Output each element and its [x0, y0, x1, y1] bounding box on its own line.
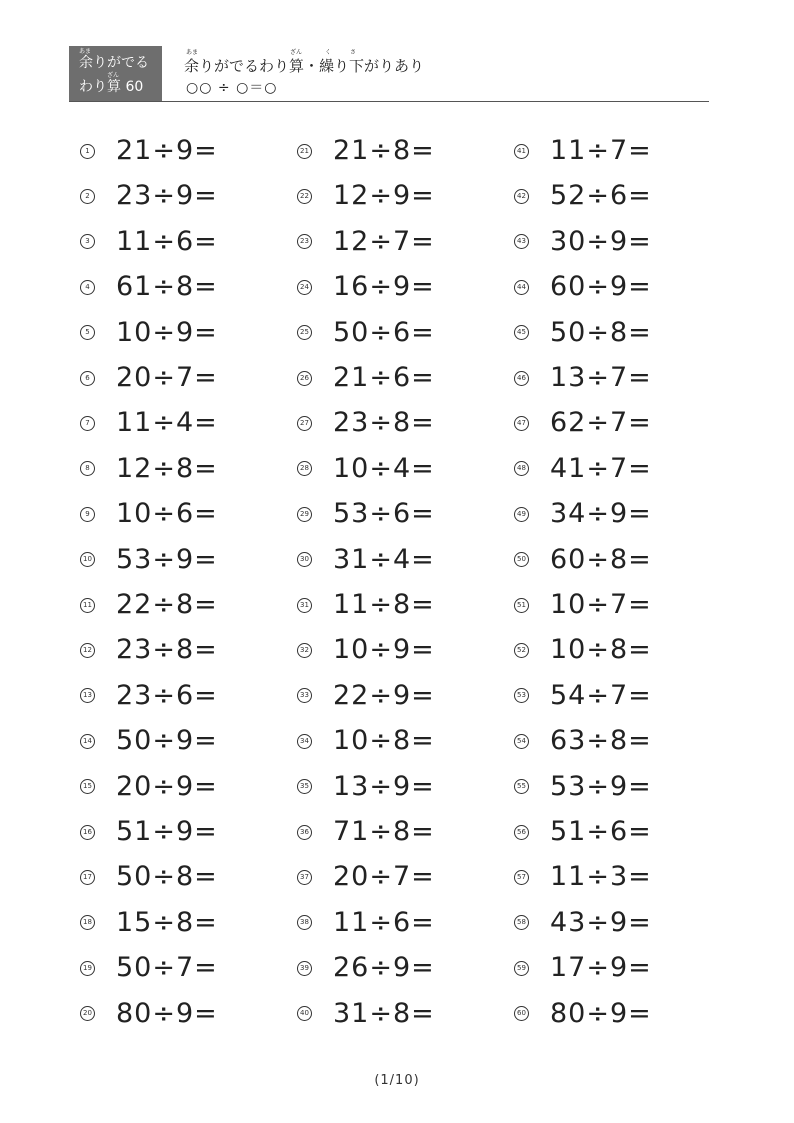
title-ruby-ama: あま — [186, 49, 199, 56]
problem-item — [514, 906, 652, 940]
problem-item — [80, 316, 218, 350]
problem-number: 34 — [297, 734, 312, 749]
problem-expression: 22÷8= — [116, 589, 218, 620]
problem-item — [297, 860, 435, 894]
problem-expression: 10÷8= — [333, 725, 435, 757]
problem-expression: 31÷4= — [333, 543, 435, 575]
problem-number: 36 — [297, 825, 312, 840]
problem-item — [514, 316, 652, 350]
problem-item — [80, 906, 218, 940]
problem-number: 46 — [514, 371, 529, 386]
problem-number: 41 — [514, 144, 529, 159]
problem-number: 38 — [297, 915, 312, 930]
problem-expression: 21÷9= — [116, 135, 218, 166]
problem-number: 25 — [297, 325, 312, 340]
problem-expression: 21÷6= — [333, 362, 435, 393]
problem-item — [80, 406, 218, 440]
problem-expression: 11÷4= — [116, 407, 218, 439]
problem-expression: 63÷8= — [550, 725, 652, 757]
problem-expression: 60÷8= — [550, 543, 652, 575]
problem-number: 53 — [514, 688, 529, 703]
problem-item — [80, 633, 218, 667]
problem-number: 27 — [297, 416, 312, 431]
problem-expression: 12÷7= — [333, 225, 435, 257]
problem-number: 19 — [80, 961, 95, 976]
problem-item — [297, 815, 435, 849]
label-ruby-zan: ざん — [107, 72, 120, 79]
problem-item — [80, 179, 218, 213]
page-title: 余りがでるわり算・繰り下がりあり — [184, 57, 425, 75]
problem-expression: 11÷7= — [550, 135, 652, 166]
problem-number: 42 — [514, 189, 529, 204]
problem-expression: 11÷3= — [550, 861, 652, 893]
problem-number: 35 — [297, 779, 312, 794]
problem-expression: 50÷6= — [333, 316, 435, 348]
problem-item — [297, 633, 435, 667]
problem-number: 52 — [514, 643, 529, 658]
problem-number: 2 — [80, 189, 95, 204]
problem-number: 45 — [514, 325, 529, 340]
problem-item — [80, 770, 218, 804]
problem-number: 33 — [297, 688, 312, 703]
problem-item — [80, 452, 218, 486]
problem-expression: 30÷9= — [550, 225, 652, 257]
problem-item — [297, 316, 435, 350]
problem-number: 26 — [297, 371, 312, 386]
problem-expression: 51÷9= — [116, 816, 218, 847]
problem-number: 9 — [80, 507, 95, 522]
problem-expression: 80÷9= — [116, 997, 218, 1029]
problem-item — [297, 588, 435, 622]
problem-item — [514, 497, 652, 531]
problem-expression: 12÷9= — [333, 180, 435, 212]
problem-item — [514, 724, 652, 758]
title-ruby-ku: く — [325, 49, 332, 56]
problem-item — [80, 951, 218, 985]
problem-item — [297, 497, 435, 531]
problem-item — [297, 770, 435, 804]
problem-item — [514, 951, 652, 985]
problem-item — [514, 997, 652, 1031]
problem-number: 20 — [80, 1006, 95, 1021]
problem-number: 30 — [297, 552, 312, 567]
problem-item — [80, 134, 218, 168]
problem-expression: 11÷6= — [333, 906, 435, 938]
problem-expression: 34÷9= — [550, 498, 652, 530]
problem-item — [514, 134, 652, 168]
problem-expression: 23÷6= — [116, 679, 218, 711]
problem-expression: 60÷9= — [550, 271, 652, 303]
problem-expression: 13÷7= — [550, 362, 652, 393]
problem-number: 23 — [297, 234, 312, 249]
problem-item — [297, 179, 435, 213]
problem-number: 22 — [297, 189, 312, 204]
problem-expression: 50÷8= — [550, 316, 652, 348]
problem-expression: 20÷9= — [116, 770, 218, 802]
problem-number: 7 — [80, 416, 95, 431]
problem-item — [80, 543, 218, 577]
problem-number: 58 — [514, 915, 529, 930]
problem-expression: 61÷8= — [116, 271, 218, 303]
problem-expression: 80÷9= — [550, 997, 652, 1029]
problem-item — [297, 951, 435, 985]
problem-number: 8 — [80, 461, 95, 476]
problem-number: 21 — [297, 144, 312, 159]
problem-expression: 41÷7= — [550, 452, 652, 484]
problem-number: 16 — [80, 825, 95, 840]
problem-number: 51 — [514, 598, 529, 613]
problem-item — [80, 724, 218, 758]
problem-number: 4 — [80, 280, 95, 295]
problem-number: 3 — [80, 234, 95, 249]
problem-expression: 51÷6= — [550, 816, 652, 847]
problem-item — [297, 270, 435, 304]
problem-number: 48 — [514, 461, 529, 476]
problem-expression: 22÷9= — [333, 679, 435, 711]
problem-item — [80, 225, 218, 259]
problem-expression: 10÷9= — [333, 634, 435, 666]
problem-number: 6 — [80, 371, 95, 386]
problem-item — [514, 679, 652, 713]
problem-number: 54 — [514, 734, 529, 749]
problem-expression: 23÷9= — [116, 180, 218, 212]
problem-item — [80, 860, 218, 894]
problem-item — [297, 906, 435, 940]
label-ruby-ama: あま — [79, 48, 92, 55]
problem-item — [80, 270, 218, 304]
title-ruby-sa: さ — [350, 49, 357, 56]
problem-number: 10 — [80, 552, 95, 567]
problem-item — [297, 225, 435, 259]
problem-item — [297, 452, 435, 486]
problem-number: 24 — [297, 280, 312, 295]
problem-expression: 62÷7= — [550, 407, 652, 439]
problem-item — [514, 179, 652, 213]
page-number: (1/10) — [374, 1073, 420, 1088]
problem-expression: 50÷9= — [116, 725, 218, 757]
label-line1: 余りがでる — [79, 55, 149, 71]
problem-item — [514, 270, 652, 304]
problem-number: 28 — [297, 461, 312, 476]
problem-expression: 23÷8= — [333, 407, 435, 439]
problem-expression: 31÷8= — [333, 997, 435, 1029]
problem-item — [80, 361, 218, 395]
problem-item — [514, 543, 652, 577]
problem-item — [297, 361, 435, 395]
problem-item — [514, 361, 652, 395]
problem-number: 31 — [297, 598, 312, 613]
problem-item — [80, 679, 218, 713]
problem-number: 29 — [297, 507, 312, 522]
problem-expression: 21÷8= — [333, 135, 435, 166]
problem-number: 49 — [514, 507, 529, 522]
problem-expression: 71÷8= — [333, 816, 435, 847]
problem-expression: 11÷6= — [116, 225, 218, 257]
problem-item — [514, 633, 652, 667]
problem-expression: 10÷9= — [116, 316, 218, 348]
problem-number: 32 — [297, 643, 312, 658]
problem-number: 57 — [514, 870, 529, 885]
problem-expression: 23÷8= — [116, 634, 218, 666]
title-ruby-zan: ざん — [290, 49, 303, 56]
problem-expression: 26÷9= — [333, 952, 435, 984]
problem-item — [80, 588, 218, 622]
problem-expression: 10÷4= — [333, 452, 435, 484]
problem-number: 5 — [80, 325, 95, 340]
problem-expression: 11÷8= — [333, 589, 435, 620]
problem-number: 50 — [514, 552, 529, 567]
problem-item — [297, 679, 435, 713]
problem-expression: 10÷7= — [550, 589, 652, 620]
problem-item — [514, 770, 652, 804]
problem-number: 39 — [297, 961, 312, 976]
problem-expression: 53÷6= — [333, 498, 435, 530]
problem-number: 44 — [514, 280, 529, 295]
problem-number: 56 — [514, 825, 529, 840]
problem-item — [80, 815, 218, 849]
problem-expression: 50÷7= — [116, 952, 218, 984]
problem-item — [80, 997, 218, 1031]
problem-number: 17 — [80, 870, 95, 885]
problem-number: 12 — [80, 643, 95, 658]
problem-format: ○○ ÷ ○＝○ — [186, 80, 278, 96]
problem-item — [514, 588, 652, 622]
problem-number: 13 — [80, 688, 95, 703]
problem-expression: 12÷8= — [116, 452, 218, 484]
problem-expression: 20÷7= — [116, 362, 218, 393]
problem-item — [297, 543, 435, 577]
problem-expression: 50÷8= — [116, 861, 218, 893]
problem-expression: 20÷7= — [333, 861, 435, 893]
problem-expression: 52÷6= — [550, 180, 652, 212]
problem-item — [514, 406, 652, 440]
problem-item — [297, 134, 435, 168]
problem-item — [297, 997, 435, 1031]
problem-number: 47 — [514, 416, 529, 431]
problem-number: 18 — [80, 915, 95, 930]
problem-expression: 54÷7= — [550, 679, 652, 711]
problem-item — [514, 225, 652, 259]
problem-number: 11 — [80, 598, 95, 613]
problem-expression: 10÷8= — [550, 634, 652, 666]
problem-expression: 53÷9= — [116, 543, 218, 575]
problem-expression: 10÷6= — [116, 498, 218, 530]
label-line2: わり算 60 — [79, 79, 144, 95]
problem-expression: 17÷9= — [550, 952, 652, 984]
problem-expression: 53÷9= — [550, 770, 652, 802]
problem-number: 43 — [514, 234, 529, 249]
problem-number: 15 — [80, 779, 95, 794]
problem-number: 14 — [80, 734, 95, 749]
problem-number: 37 — [297, 870, 312, 885]
problem-item — [514, 452, 652, 486]
problem-number: 1 — [80, 144, 95, 159]
problem-number: 40 — [297, 1006, 312, 1021]
problem-expression: 43÷9= — [550, 906, 652, 938]
problem-item — [514, 815, 652, 849]
problem-number: 60 — [514, 1006, 529, 1021]
problem-number: 55 — [514, 779, 529, 794]
problem-item — [514, 860, 652, 894]
problem-item — [297, 406, 435, 440]
problem-expression: 15÷8= — [116, 906, 218, 938]
problem-expression: 13÷9= — [333, 770, 435, 802]
problem-item — [297, 724, 435, 758]
problem-item — [80, 497, 218, 531]
problem-expression: 16÷9= — [333, 271, 435, 303]
problem-number: 59 — [514, 961, 529, 976]
